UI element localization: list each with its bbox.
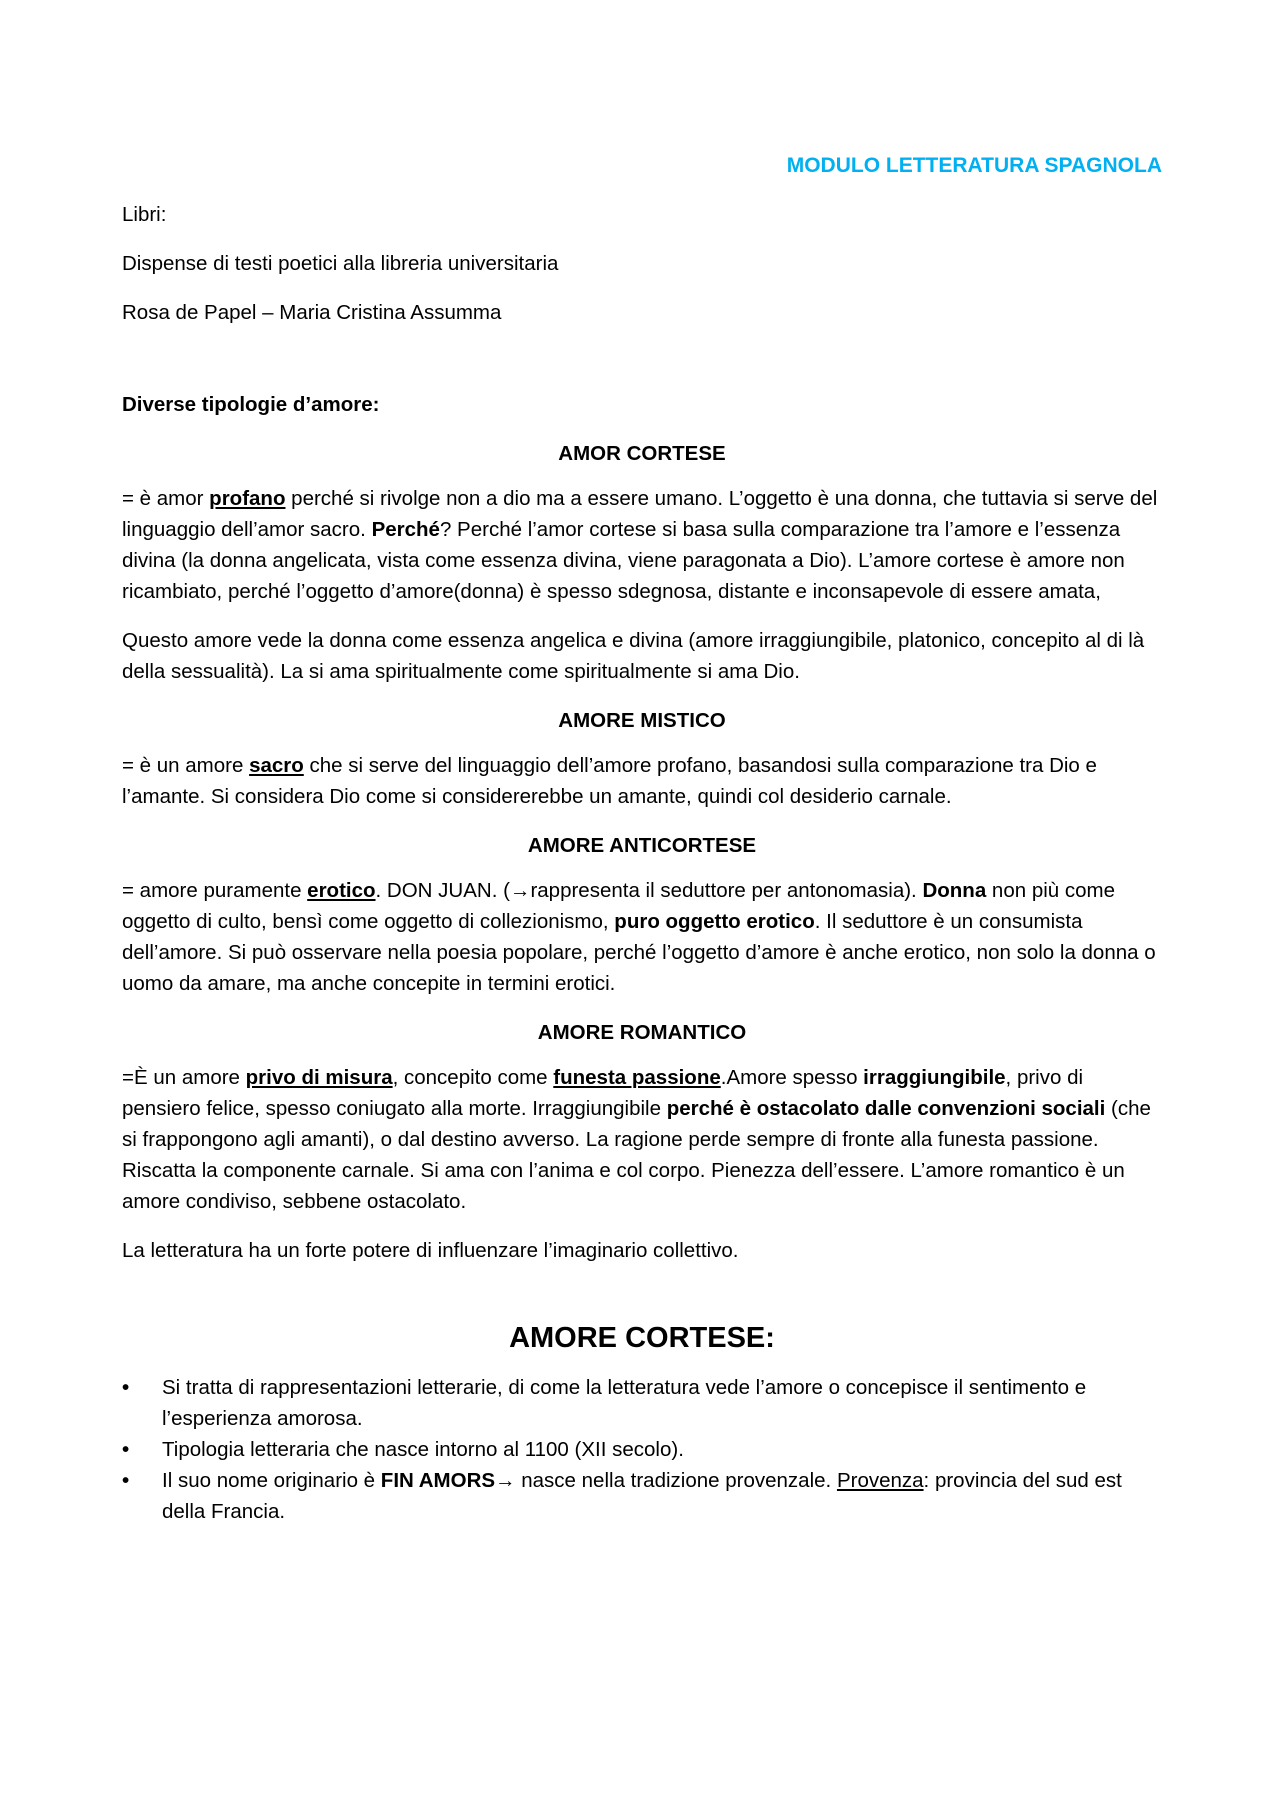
keyword-funesta-passione: funesta passione — [553, 1066, 721, 1089]
keyword-sacro: sacro — [249, 754, 304, 777]
arrow-right-icon: → — [495, 1469, 516, 1492]
paragraph-amor-cortese-2: Questo amore vede la donna come essenza angelica e divina (amore irraggiungibile, platonico, concepito al di là della sessualità). La si ama spiritualmente come spiritualmente si ama Dio. — [122, 629, 1145, 683]
list-item: • Tipologia letteraria che nasce intorno al 1100 (XII secolo). — [122, 1434, 1162, 1465]
keyword-irraggiungibile: irraggiungibile — [863, 1066, 1006, 1089]
section-heading-amore-mistico: AMORE MISTICO — [558, 709, 726, 732]
paragraph-amor-cortese: = è amor profano perché si rivolge non a dio ma a essere umano. L’oggetto è una donna, che tuttavia si serve del linguaggio dell’amor sacro. Perché? Perché l’amor cortese si basa sulla comparazione tra l’amore e l’essenza divina (la donna angelicata, vista come essenza divina, viene paragonata a Dio). L’amore cortese è amore non ricambiato, perché l’oggetto d’amore(donna) è spesso sdegnosa, distante e inconsapevole di essere amata, — [122, 487, 1158, 603]
keyword-donna: Donna — [922, 879, 987, 902]
amore-cortese-list — [122, 1372, 1162, 1527]
paragraph-amore-anticortese: = amore puramente erotico. DON JUAN. (→rappresenta il seduttore per antonomasia). Donna non più come oggetto di culto, bensì come oggetto di collezionismo, puro oggetto erotico. Il seduttore è un consumista dell’amore. Si può osservare nella poesia popolare, perché l’oggetto d’amore è anche erotico, non solo la donna o uomo da amare, ma anche concepite in termini erotici. — [122, 879, 1156, 995]
book-item: Dispense di testi poetici alla libreria universitaria — [122, 252, 559, 275]
paragraph-amore-romantico: =È un amore privo di misura, concepito come funesta passione.Amore spesso irraggiungibile, privo di pensiero felice, spesso coniugato alla morte. Irraggiungibile perché è ostacolato dalle convenzioni sociali (che si frappongono agli amanti), o dal destino avverso. La ragione perde sempre di fronte alla funesta passione. Riscatta la componente carnale. Si ama con l’anima e col corpo. Pienezza dell’essere. L’amore romantico è un amore condiviso, sebbene ostacolato. — [122, 1066, 1151, 1213]
arrow-right-icon: → — [509, 879, 531, 902]
types-heading: Diverse tipologie d’amore: — [122, 393, 380, 416]
spacer — [122, 346, 1162, 389]
document-title: MODULO LETTERATURA SPAGNOLA — [786, 154, 1162, 177]
keyword-perche: Perché — [371, 518, 440, 541]
keyword-puro-oggetto-erotico: puro oggetto erotico — [614, 910, 815, 933]
bullet-icon: • — [122, 1438, 130, 1461]
keyword-fin-amors: FIN AMORS — [380, 1469, 496, 1492]
paragraph-amore-mistico: = è un amore sacro che si serve del linguaggio dell’amore profano, basandosi sulla comparazione tra Dio e l’amante. Si considera Dio come si considererebbe un amante, quindi col desiderio carnale. — [122, 754, 1097, 808]
list-item: • Il suo nome originario è FIN AMORS→ nasce nella tradizione provenzale. Provenza: provincia del sud est della Francia. — [122, 1465, 1162, 1527]
keyword-privo-di-misura: privo di misura — [245, 1066, 393, 1089]
keyword-profano: profano — [209, 487, 286, 510]
amore-cortese-heading: AMORE CORTESE: — [509, 1322, 775, 1354]
books-label: Libri: — [122, 203, 167, 226]
section-heading-amor-cortese: AMOR CORTESE — [558, 442, 726, 465]
keyword-erotico: erotico — [307, 879, 376, 902]
keyword-provenza: Provenza — [836, 1469, 924, 1492]
list-item: • Si tratta di rappresentazioni letterarie, di come la letteratura vede l’amore o concepisce il sentimento e l’esperienza amorosa. — [122, 1372, 1162, 1434]
book-item: Rosa de Papel – Maria Cristina Assumma — [122, 301, 502, 324]
closing-paragraph: La letteratura ha un forte potere di influenzare l’imaginario collettivo. — [122, 1239, 739, 1262]
section-heading-amore-romantico: AMORE ROMANTICO — [537, 1021, 747, 1044]
section-heading-amore-anticortese: AMORE ANTICORTESE — [527, 834, 757, 857]
keyword-convenzioni-sociali: perché è ostacolato dalle convenzioni sociali — [666, 1097, 1106, 1120]
bullet-icon: • — [122, 1376, 130, 1399]
document-content — [122, 150, 1162, 1527]
bullet-icon: • — [122, 1469, 130, 1492]
